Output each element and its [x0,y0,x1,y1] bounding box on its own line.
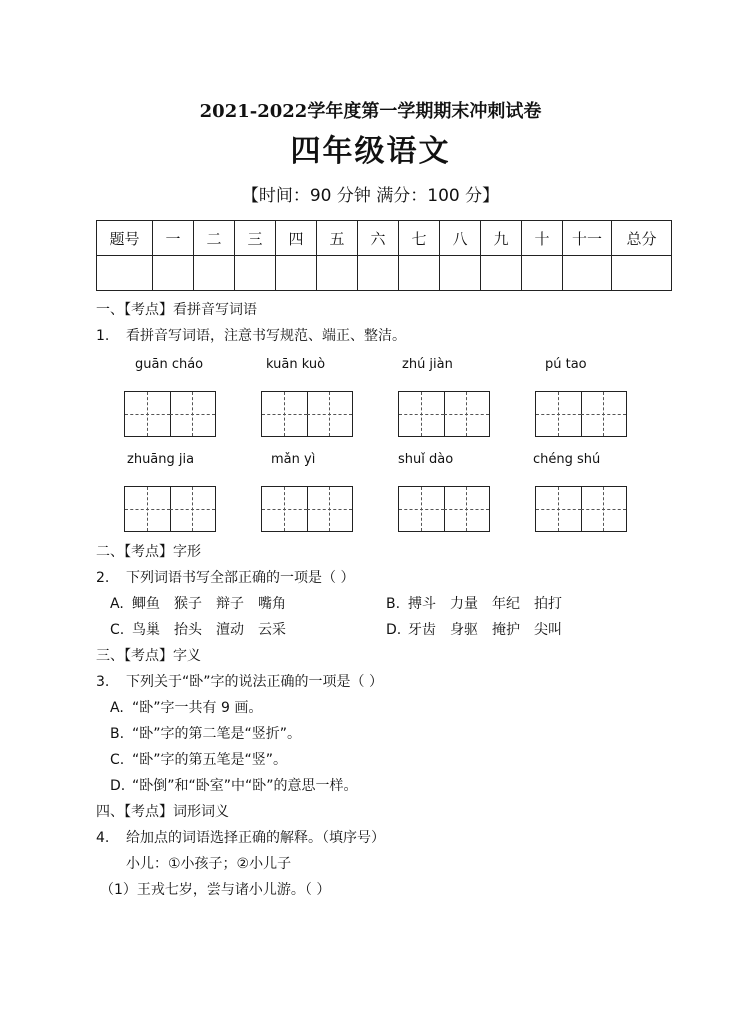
option-letter: D. [110,778,126,794]
option-text: “卧”字一共有 9 画。 [132,700,263,716]
option-word: 掩护 [492,622,520,638]
option-letter: A. [110,596,124,612]
pinyin-label: shuǐ dào [398,452,454,467]
option-word: 抬头 [174,622,202,638]
score-cell[interactable] [399,256,440,291]
option-word: 力量 [450,596,478,612]
score-table-header-cell: 五 [317,221,358,256]
score-cell[interactable] [235,256,276,291]
option-word: 年纪 [492,596,520,612]
option-word: 澶动 [216,622,244,638]
option-word: 嘴角 [258,596,286,612]
question-number: 2. [96,570,110,586]
option-letter: A. [110,700,124,716]
section-heading-3: 三、【考点】字义 [96,648,201,664]
score-table-header-cell: 九 [481,221,522,256]
score-cell[interactable] [440,256,481,291]
writing-grid[interactable] [398,486,490,532]
pinyin-label: zhuāng jia [127,452,195,467]
writing-grid[interactable] [261,486,353,532]
option-letter: B. [110,726,125,742]
option-letter: B. [386,596,401,612]
option-d[interactable] [110,776,358,796]
score-cell[interactable] [317,256,358,291]
score-table-header-cell: 四 [276,221,317,256]
score-table [96,220,672,291]
option-c[interactable] [110,750,287,770]
option-d[interactable] [386,620,576,640]
writing-grid[interactable] [535,486,627,532]
writing-grid[interactable] [535,391,627,437]
question-1 [96,326,406,346]
option-word: 辩子 [216,596,244,612]
option-b[interactable] [386,594,576,614]
option-text: “卧”字的第五笔是“竖”。 [132,752,288,768]
score-table-header-cell: 一 [153,221,194,256]
score-table-header-cell: 二 [194,221,235,256]
question-text: 给加点的词语选择正确的解释。（填序号） [126,830,385,846]
section-heading-2: 二、【考点】字形 [96,544,201,560]
pinyin-label: kuān kuò [266,357,326,372]
option-letter: C. [110,752,125,768]
score-cell[interactable] [522,256,563,291]
option-word: 鲫鱼 [132,596,160,612]
option-a[interactable] [110,698,262,718]
option-word: 牙齿 [408,622,436,638]
score-table-header-cell: 十 [522,221,563,256]
score-table-blank-row [97,256,672,291]
exam-subtitle: 2021-2022学年度第一学期期末冲刺试卷 [199,101,542,122]
question-3 [96,672,383,692]
pinyin-label: zhú jiàn [402,357,453,372]
score-table-header-cell: 三 [235,221,276,256]
pinyin-label: chéng shú [533,452,601,467]
time-and-score-info: 【时间：90 分钟 满分：100 分】 [241,186,500,206]
score-table-header-cell: 题号 [97,221,153,256]
question-text: 下列关于“卧”字的说法正确的一项是（ ） [126,674,383,690]
page-title: 四年级语文 [290,134,451,169]
question-text: 下列词语书写全部正确的一项是（ ） [126,570,355,586]
question-text: 看拼音写词语，注意书写规范、端正、整洁。 [126,328,406,344]
option-word: 云采 [258,622,286,638]
option-word: 猴子 [174,596,202,612]
score-table-header-cell: 六 [358,221,399,256]
option-b[interactable] [110,724,301,744]
section-heading-4: 四、【考点】词形词义 [96,804,229,820]
word-definition: 小儿：①小孩子；②小儿子 [126,856,292,872]
option-a[interactable] [110,594,300,614]
score-cell[interactable] [481,256,522,291]
sub-question-1[interactable]: （1）王戎七岁，尝与诸小儿游。（ ） [100,882,331,898]
score-table-header-cell: 八 [440,221,481,256]
pinyin-label: mǎn yì [271,452,316,467]
score-table-header-row [97,221,672,256]
writing-grid[interactable] [124,486,216,532]
score-table-header-cell: 十一 [563,221,612,256]
score-table-header-cell: 总分 [612,221,672,256]
option-word: 尖叫 [534,622,562,638]
option-text: “卧倒”和“卧室”中“卧”的意思一样。 [132,778,358,794]
option-word: 拍打 [534,596,562,612]
question-2 [96,568,354,588]
writing-grid[interactable] [398,391,490,437]
score-cell[interactable] [97,256,153,291]
option-word: 身驱 [450,622,478,638]
question-4 [96,828,385,848]
question-number: 3. [96,674,110,690]
score-cell[interactable] [276,256,317,291]
score-cell[interactable] [153,256,194,291]
option-letter: D. [386,622,402,638]
score-cell[interactable] [563,256,612,291]
option-word: 搏斗 [408,596,436,612]
writing-grid[interactable] [124,391,216,437]
section-heading-1: 一、【考点】看拼音写词语 [96,302,257,318]
option-word: 鸟巢 [132,622,160,638]
writing-grid[interactable] [261,391,353,437]
score-cell[interactable] [612,256,672,291]
question-number: 1. [96,328,110,344]
score-cell[interactable] [194,256,235,291]
option-c[interactable] [110,620,300,640]
option-text: “卧”字的第二笔是“竖折”。 [132,726,302,742]
pinyin-label: guān cháo [135,357,204,372]
question-number: 4. [96,830,110,846]
score-table-header-cell: 七 [399,221,440,256]
score-cell[interactable] [358,256,399,291]
pinyin-label: pú tao [545,357,587,372]
option-letter: C. [110,622,125,638]
